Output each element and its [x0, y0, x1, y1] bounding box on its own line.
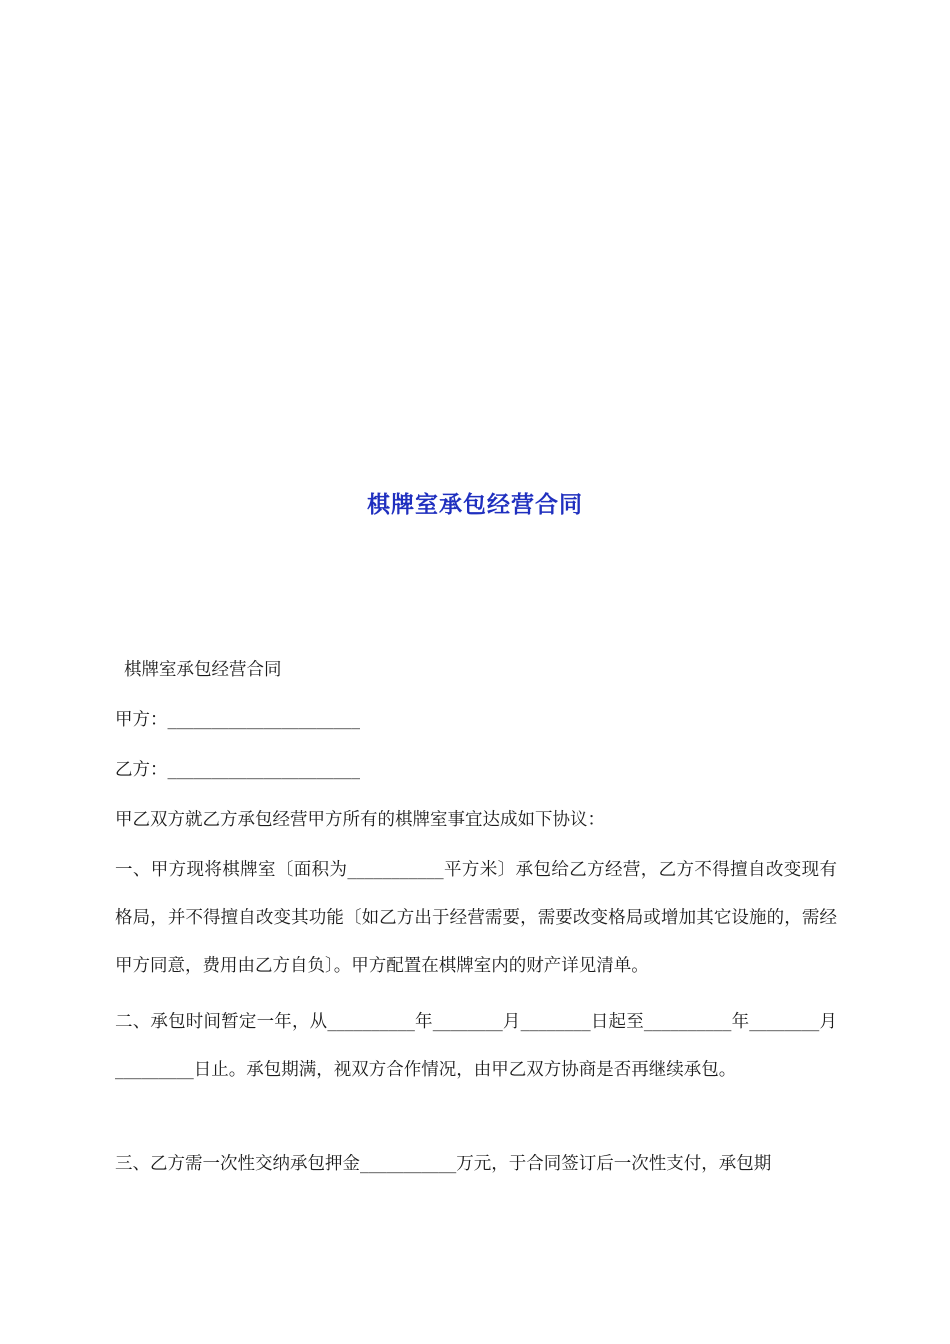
- party-b-line: 乙方：______________________: [115, 760, 360, 780]
- document-body: [115, 652, 837, 1196]
- paragraph-gap: [115, 1108, 837, 1146]
- clause-3: 三、乙方需一次性交纳承包押金___________万元，于合同签订后一次性支付，承包期: [115, 1154, 772, 1174]
- clause-2: 二、承包时间暂定一年，从__________年________月________日起至__________年________月_________日止。承包期满，视双方合作情况，由甲乙双方协商是否再继续承包。: [115, 1012, 837, 1080]
- agreement-intro: 甲乙双方就乙方承包经营甲方所有的棋牌室事宜达成如下协议：: [115, 810, 605, 830]
- contract-subtitle: 棋牌室承包经营合同: [124, 660, 282, 680]
- document-title: 棋牌室承包经营合同: [367, 491, 583, 518]
- clause-1: 一、甲方现将棋牌室〔面积为___________平方米〕承包给乙方经营，乙方不得擅自改变现有格局，并不得擅自改变其功能〔如乙方出于经营需要，需要改变格局或增加其它设施的，需经甲方同意，费用由乙方自负〕。甲方配置在棋牌室内的财产详见清单。: [115, 860, 837, 976]
- party-a-line: 甲方：______________________: [115, 710, 360, 730]
